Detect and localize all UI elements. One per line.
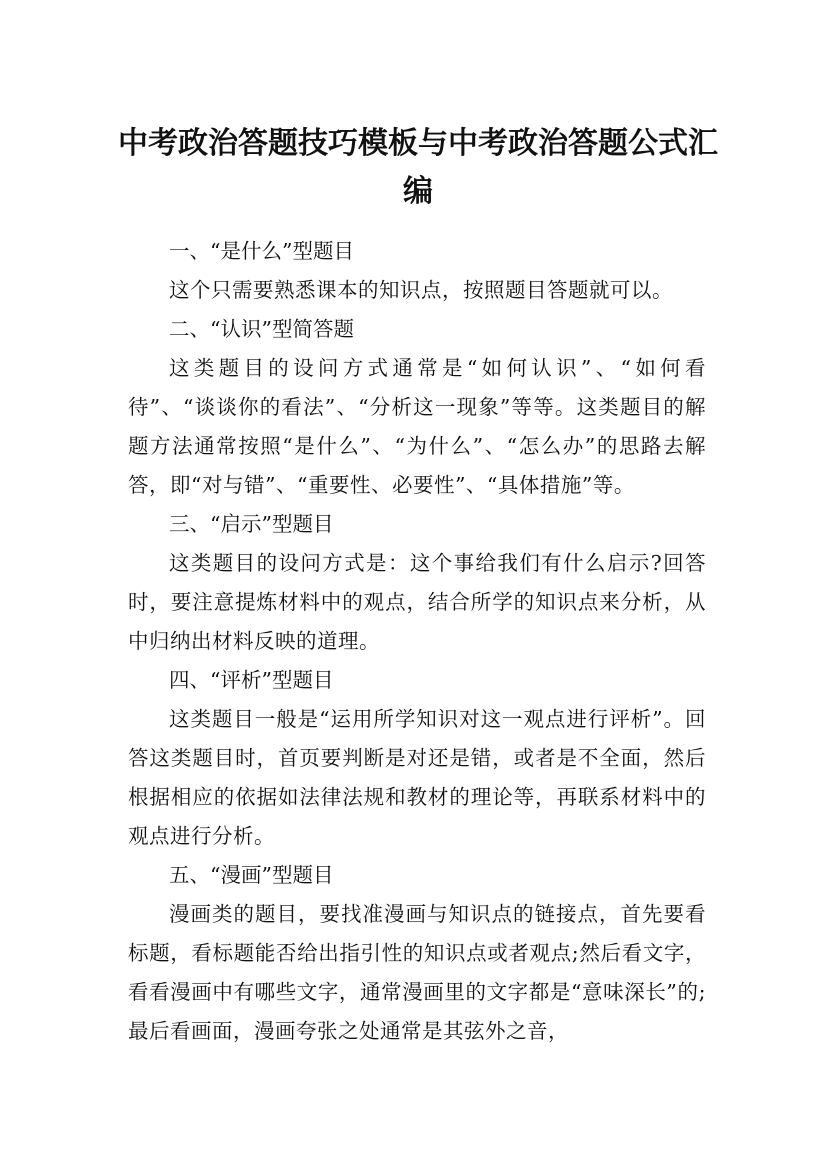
section-3-heading: 三、“启示”型题目 (169, 512, 334, 536)
section-3-body: 这类题目的设问方式是：这个事给我们有什么启示?回答时，要注意提炼材料中的观点，结合所学的知识点来分析，从中归纳出材料反映的道理。 (128, 551, 706, 653)
section-2-body: 这类题目的设问方式通常是“如何认识”、“如何看待”、“谈谈你的看法”、“分析这一现象”等等。这类题目的解题方法通常按照“是什么”、“为什么”、“怎么办”的思路去解答，即“对与错”、“重要性、必要性”、“具体措施”等。 (128, 356, 706, 497)
section-5-body: 漫画类的题目，要找准漫画与知识点的链接点，首先要看标题，看标题能否给出指引性的知识点或者观点;然后看文字，看看漫画中有哪些文字，通常漫画里的文字都是“意味深长”的;最后看画面，漫画夸张之处通常是其弦外之音， (128, 902, 706, 1043)
document-content (128, 232, 706, 1051)
section-5-heading: 五、“漫画”型题目 (169, 863, 334, 887)
section-2-heading: 二、“认识”型简答题 (169, 317, 354, 341)
section-4-heading: 四、“评析”型题目 (169, 668, 334, 692)
document-title: 中考政治答题技巧模板与中考政治答题公式汇编 (118, 126, 718, 210)
section-1-heading: 一、“是什么”型题目 (169, 239, 354, 263)
section-1-body: 这个只需要熟悉课本的知识点，按照题目答题就可以。 (169, 278, 673, 302)
section-4-body: 这类题目一般是“运用所学知识对这一观点进行评析”。回答这类题目时，首页要判断是对还是错，或者是不全面，然后根据相应的依据如法律法规和教材的理论等，再联系材料中的观点进行分析。 (128, 707, 706, 848)
